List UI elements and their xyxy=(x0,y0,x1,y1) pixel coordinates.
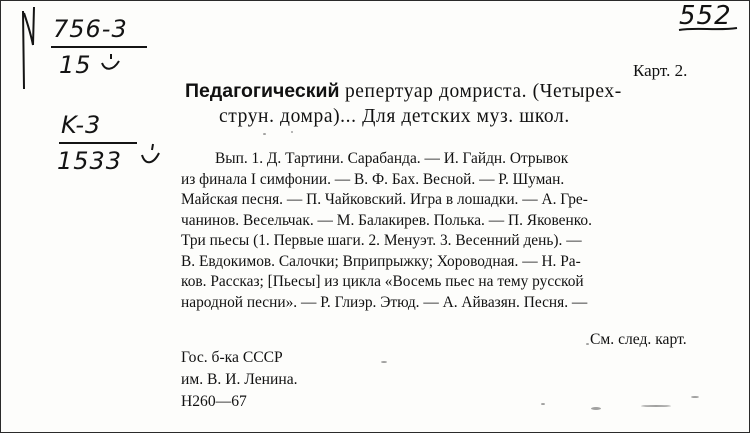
shelfmark-2-top: K-3 xyxy=(61,111,102,139)
imprint-line: им. В. И. Ленина. xyxy=(181,371,298,388)
scan-speck xyxy=(541,403,545,405)
title-rest: репертуар домриста. (Четырех- xyxy=(339,81,622,102)
scan-speck xyxy=(263,133,266,135)
imprint-line: Гос. б-ка СССР xyxy=(181,349,283,366)
check-mark-icon xyxy=(99,51,123,75)
shelfmark-1-top: 756-3 xyxy=(53,15,128,43)
shelfmark-2-divider xyxy=(59,142,137,144)
contents-line: Три пьесы (1. Первые шаги. 2. Менуэт. 3. Весенний день). — xyxy=(181,232,582,249)
shelfmark-1-divider xyxy=(51,46,147,48)
title-line-2: струн. домра)... Для детских муз. школ. xyxy=(219,106,570,127)
see-next-card: См. след. карт. xyxy=(590,331,687,348)
library-imprint xyxy=(181,347,298,413)
scan-speck xyxy=(641,405,671,407)
scan-speck xyxy=(586,343,589,345)
card-number: 552 xyxy=(679,1,732,31)
scan-speck xyxy=(591,407,601,410)
contents-line: народной песни». — Р. Глиэр. Этюд. — А. Айвазян. Песня. — xyxy=(181,293,588,311)
contents-line: В. Евдокимов. Салочки; Вприпрыжку; Хороводная. — Н. Ра- xyxy=(181,252,581,270)
contents-line: Майская песня. — П. Чайковский. Игра в лошадки. — А. Гре- xyxy=(181,191,588,208)
shelfmark-2-bottom: 1533 xyxy=(57,147,123,175)
shelfmark-1-bottom: 15 xyxy=(59,51,92,79)
contents-note xyxy=(181,149,717,313)
scan-speck xyxy=(291,131,293,133)
card-number-underline xyxy=(677,25,739,33)
handwritten-mark xyxy=(19,5,41,95)
check-mark-icon xyxy=(139,141,163,169)
record-title xyxy=(185,79,725,129)
card-label: Карт. 2. xyxy=(633,61,688,80)
title-bold: Педагогический xyxy=(185,80,340,102)
contents-line: ков. Рассказ; [Пьесы] из цикла «Восемь пьес на тему русской xyxy=(181,273,584,290)
imprint-line: Н260—67 xyxy=(181,393,247,410)
contents-line: из финала I симфонии. — В. Ф. Бах. Весной. — Р. Шуман. xyxy=(181,170,565,188)
scan-speck xyxy=(691,396,699,398)
contents-line: чанинов. Весельчак. — М. Балакирев. Полька. — П. Яковенко. xyxy=(181,211,592,229)
scan-speck xyxy=(381,361,387,363)
contents-line: Вып. 1. Д. Тартини. Сарабанда. — И. Гайдн. Отрывок xyxy=(215,150,569,167)
